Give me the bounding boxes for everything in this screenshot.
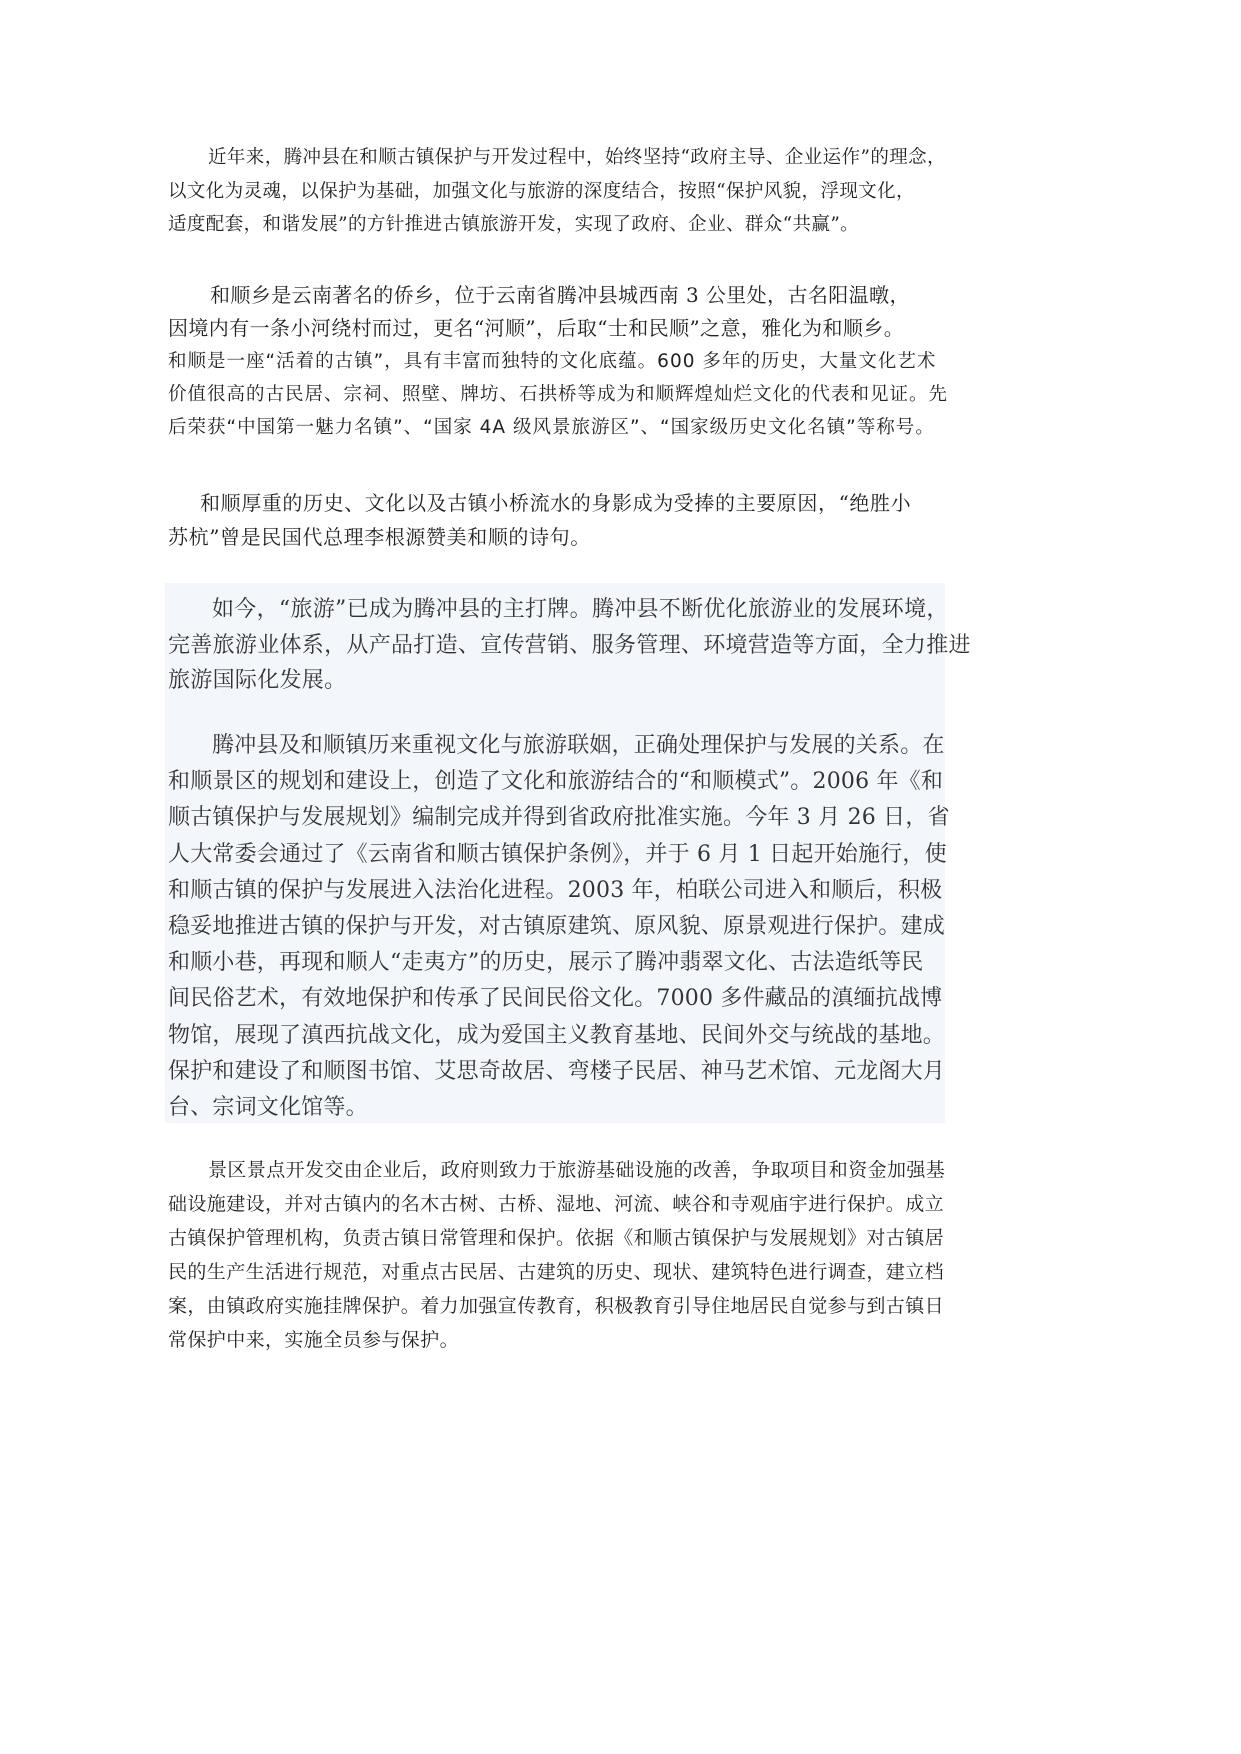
text-line: 顺古镇保护与发展规划》编制完成并得到省政府批准实施。今年 3 月 26 日，省 bbox=[168, 805, 950, 831]
text-line: 古镇保护管理机构，负责古镇日常管理和保护。依据《和顺古镇保护与发展规划》对古镇居 bbox=[168, 1227, 945, 1249]
text-line: 物馆，展现了滇西抗战文化，成为爱国主义教育基地、民间外交与统战的基地。 bbox=[168, 1022, 946, 1048]
text-line: 以文化为灵魂，以保护为基础，加强文化与旅游的深度结合，按照“保护风貌，浮现文化， bbox=[168, 180, 915, 202]
text-line: 旅游国际化发展。 bbox=[168, 668, 347, 693]
text-line: 适度配套，和谐发展”的方针推进古镇旅游开发，实现了政府、企业、群众“共赢”。 bbox=[168, 214, 860, 235]
text-line: 如今，“旅游”已成为腾冲县的主打牌。腾冲县不断优化旅游业的发展环境， bbox=[212, 597, 949, 622]
paragraph-3 bbox=[168, 486, 911, 554]
text-line: 和顺厚重的历史、文化以及古镇小桥流水的身影成为受捧的主要原因，“绝胜小 bbox=[200, 491, 912, 515]
text-line: 稳妥地推进古镇的保护与开发，对古镇原建筑、原风貌、原景观进行保护。建成 bbox=[168, 914, 946, 940]
text-line: 和顺古镇的保护与发展进入法治化进程。2003 年，柏联公司进入和顺后，积极 bbox=[168, 877, 943, 903]
text-line: 和顺乡是云南著名的侨乡，位于云南省腾冲县城西南 3 公里处，古名阳温暾， bbox=[210, 283, 910, 307]
text-line: 础设施建设，并对古镇内的名木古树、古桥、湿地、河流、峡谷和寺观庙宇进行保护。成立 bbox=[168, 1193, 945, 1215]
paragraph-1 bbox=[168, 141, 946, 242]
text-line: 和顺景区的规划和建设上，创造了文化和旅游结合的“和顺模式”。2006 年《和 bbox=[168, 769, 944, 795]
text-line: 苏杭”曾是民国代总理李根源赞美和顺的诗句。 bbox=[168, 525, 591, 549]
text-line: 间民俗艺术，有效地保护和传承了民间民俗文化。7000 多件藏品的滇缅抗战博 bbox=[168, 986, 943, 1012]
text-line: 后荣获“中国第一魅力名镇”、“国家 4A 级风景旅游区”、“国家级历史文化名镇”等称号。 bbox=[168, 417, 935, 438]
paragraph-2 bbox=[168, 279, 948, 444]
text-line: 保护和建设了和顺图书馆、艾思奇故居、弯楼子民居、神马艺术馆、元龙阁大月 bbox=[168, 1058, 946, 1084]
text-line: 腾冲县及和顺镇历来重视文化与旅游联姻，正确处理保护与发展的关系。在 bbox=[212, 733, 945, 758]
text-line: 近年来，腾冲县在和顺古镇保护与开发过程中，始终坚持“政府主导、企业运作”的理念， bbox=[208, 147, 946, 168]
paragraph-6 bbox=[168, 1153, 945, 1357]
text-line: 和顺是一座“活着的古镇”，具有丰富而独特的文化底蕴。600 多年的历史，大量文化艺术 bbox=[168, 351, 937, 372]
text-line: 价值很高的古民居、宗祠、照壁、牌坊、石拱桥等成为和顺辉煌灿烂文化的代表和见证。先 bbox=[168, 384, 949, 405]
text-line: 台、宗词文化馆等。 bbox=[168, 1095, 368, 1121]
text-line: 人大常委会通过了《云南省和顺古镇保护条例》，并于 6 月 1 日起开始施行，使 bbox=[168, 841, 947, 867]
text-line: 民的生产生活进行规范，对重点古民居、古建筑的历史、现状、建筑特色进行调查，建立档 bbox=[168, 1261, 945, 1283]
text-line: 和顺小巷，再现和顺人“走夷方”的历史，展示了腾冲翡翠文化、古法造纸等民 bbox=[168, 950, 924, 976]
text-line: 景区景点开发交由企业后，政府则致力于旅游基础设施的改善，争取项目和资金加强基 bbox=[208, 1159, 946, 1181]
text-line: 因境内有一条小河绕村而过，更名“河顺”，后取“士和民顺”之意，雅化为和顺乡。 bbox=[168, 316, 905, 340]
paragraph-5 bbox=[168, 728, 950, 1126]
text-line: 常保护中来，实施全员参与保护。 bbox=[168, 1329, 460, 1351]
text-line: 完善旅游业体系，从产品打造、宣传营销、服务管理、环境营造等方面，全力推进 bbox=[168, 632, 971, 658]
text-line: 案，由镇政府实施挂牌保护。着力加强宣传教育，积极教育引导住地居民自觉参与到古镇日 bbox=[168, 1295, 945, 1317]
paragraph-4 bbox=[168, 592, 971, 699]
